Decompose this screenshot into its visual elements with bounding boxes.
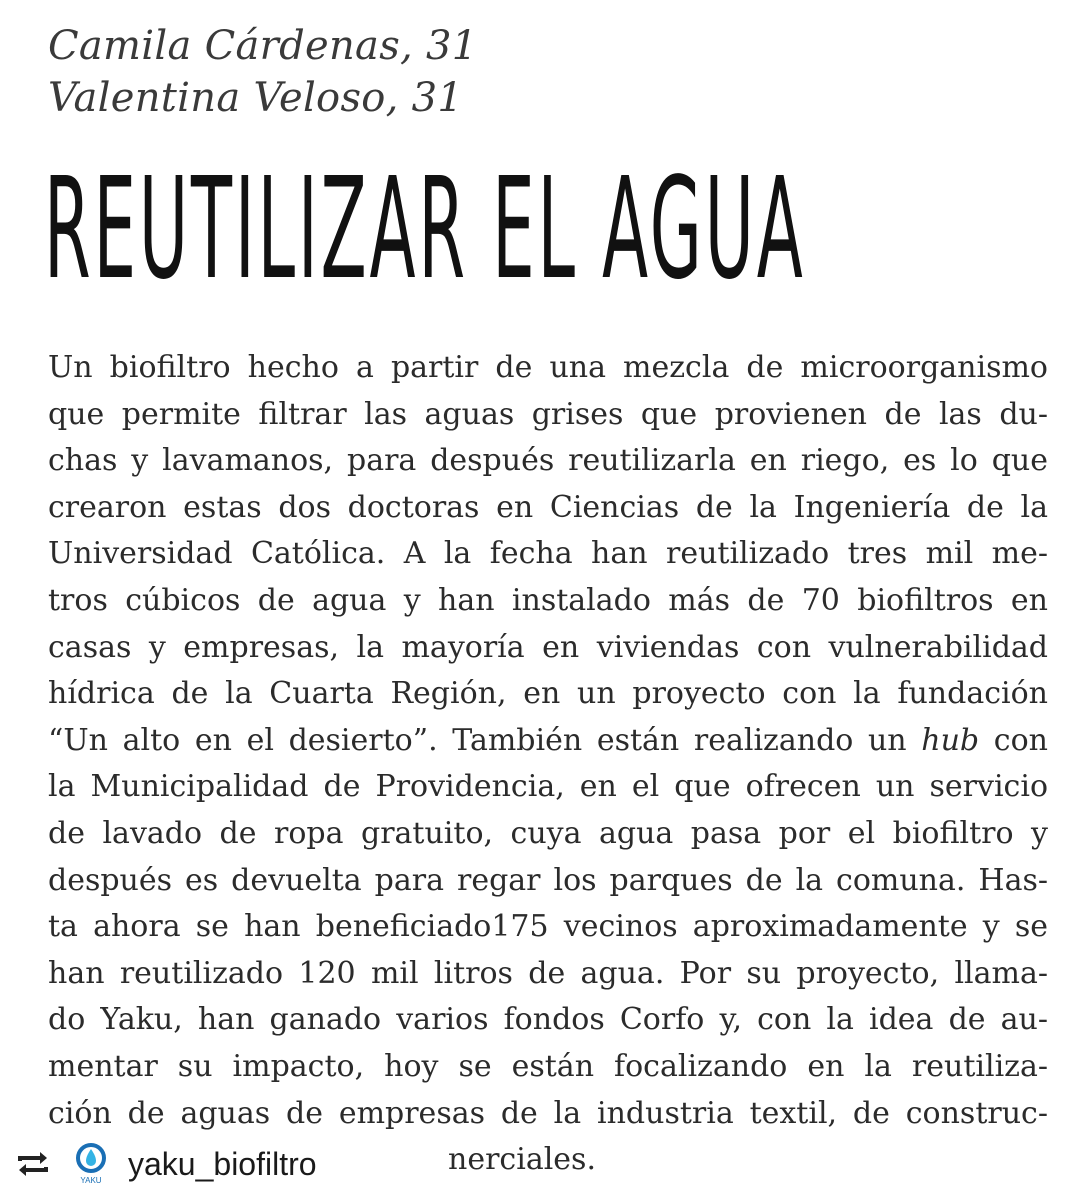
logo-text: YAKU [80,1176,102,1185]
article-body [48,345,1048,1184]
repost-attribution[interactable] [0,1134,333,1194]
author-line: Valentina Veloso, 31 [48,75,464,121]
body-line: Universidad Católica. A la fecha han reutilizado tres mil me- [48,536,1048,572]
body-line: ción de aguas de empresas de la industria textil, de construc- [48,1095,1048,1131]
headline-wrapper [44,148,844,311]
body-line: hídrica de la Cuarta Región, en un proyecto con la fundación [48,676,1048,712]
repost-icon [14,1149,52,1179]
body-line: casas y empresas, la mayoría en viviendas con vulnerabilidad [48,629,1048,665]
body-line: mentar su impacto, hoy se están focalizando en la reutiliza- [48,1048,1048,1084]
body-line: que permite filtrar las aguas grises que provienen de las du- [48,396,1048,432]
body-line: chas y lavamanos, para después reutilizarla en riego, es lo que [48,443,1048,479]
body-line: tros cúbicos de agua y han instalado más de 70 biofiltros en [48,582,1048,618]
repost-handle[interactable]: yaku_biofiltro [128,1145,317,1182]
body-line: nerciales. [448,1142,596,1178]
body-line: crearon estas dos doctoras en Ciencias de la Ingeniería de la [48,489,1048,525]
body-line: la Municipalidad de Providencia, en el que ofrecen un servicio [48,769,1048,805]
emphasis-hub: hub [921,722,980,758]
author-line: Camila Cárdenas, 31 [48,23,478,69]
body-line: ta ahora se han beneficiado175 vecinos aproximadamente y se [48,909,1048,945]
body-line: han reutilizado 120 mil litros de agua. Por su proyecto, llama- [48,955,1048,991]
headline: REUTILIZAR EL AGUA [44,148,806,311]
article-authors [48,20,478,124]
body-line: después es devuelta para regar los parques de la comuna. Has- [48,862,1048,898]
body-line: de lavado de ropa gratuito, cuya agua pasa por el biofiltro y [48,815,1048,851]
body-line: Un biofiltro hecho a partir de una mezcla de microorganismo [48,350,1048,385]
yaku-logo[interactable] [74,1141,108,1187]
body-line: “Un alto en el desierto”. También están realizando un hub con [48,722,1048,758]
body-line: do Yaku, han ganado varios fondos Corfo y, con la idea de au- [48,1002,1048,1038]
